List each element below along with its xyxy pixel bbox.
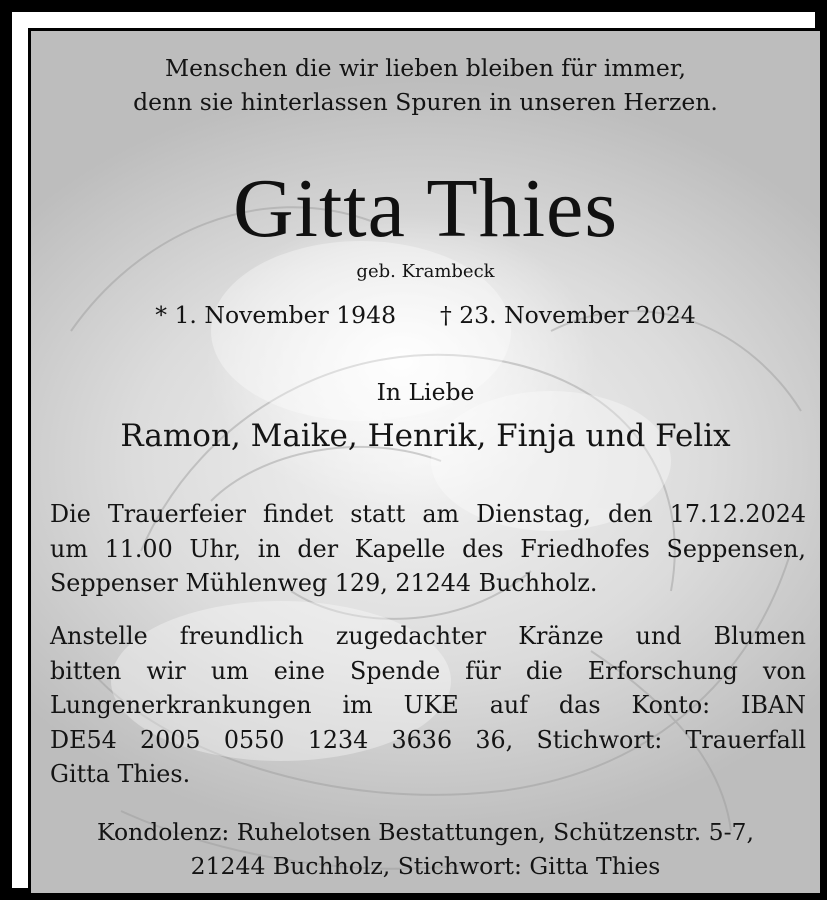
service-line-3: Seppenser Mühlenweg 129, 21244 Buchholz. (50, 569, 598, 597)
service-line-1: Die Trauerfeier findet statt am Dienstag, den 17.12.2024 (50, 500, 806, 528)
donation-line-2: bitten wir um eine Spende für die Erforschung von (50, 656, 806, 685)
motto (31, 51, 820, 119)
funeral-service-paragraph (50, 497, 806, 601)
birth-name: geb. Krambeck (356, 261, 495, 282)
motto-line-1: Menschen die wir lieben bleiben für immer, (165, 54, 686, 82)
donation-paragraph (50, 619, 806, 792)
donation-line-3: Lungenerkrankungen im UKE auf das Konto: IBAN (50, 691, 806, 719)
condolence-line-2: 21244 Buchholz, Stichwort: Gitta Thies (190, 852, 661, 880)
donation-line-5: Gitta Thies. (50, 760, 191, 788)
condolence-line-1: Kondolenz: Ruhelotsen Bestattungen, Schützenstr. 5-7, (97, 818, 754, 846)
donation-line-1: Anstelle freundlich zugedachter Kränze und Blumen (50, 622, 806, 650)
deceased-name: Gitta Thies (232, 162, 619, 255)
motto-line-2: denn sie hinterlassen Spuren in unseren Herzen. (133, 88, 718, 116)
condolence-info (31, 815, 820, 883)
mourners-names: Ramon, Maike, Henrik, Finja und Felix (120, 418, 731, 454)
death-date: † 23. November 2024 (440, 301, 696, 329)
life-dates (31, 299, 820, 331)
birth-date: * 1. November 1948 (155, 301, 397, 329)
donation-line-4: DE54 2005 0550 1234 3636 36, Stichwort: Trauerfall (50, 725, 806, 754)
notice-frame (28, 28, 823, 896)
service-line-2: um 11.00 Uhr, in der Kapelle des Friedhofes Seppensen, (50, 534, 806, 563)
mourners-intro: In Liebe (376, 378, 475, 406)
